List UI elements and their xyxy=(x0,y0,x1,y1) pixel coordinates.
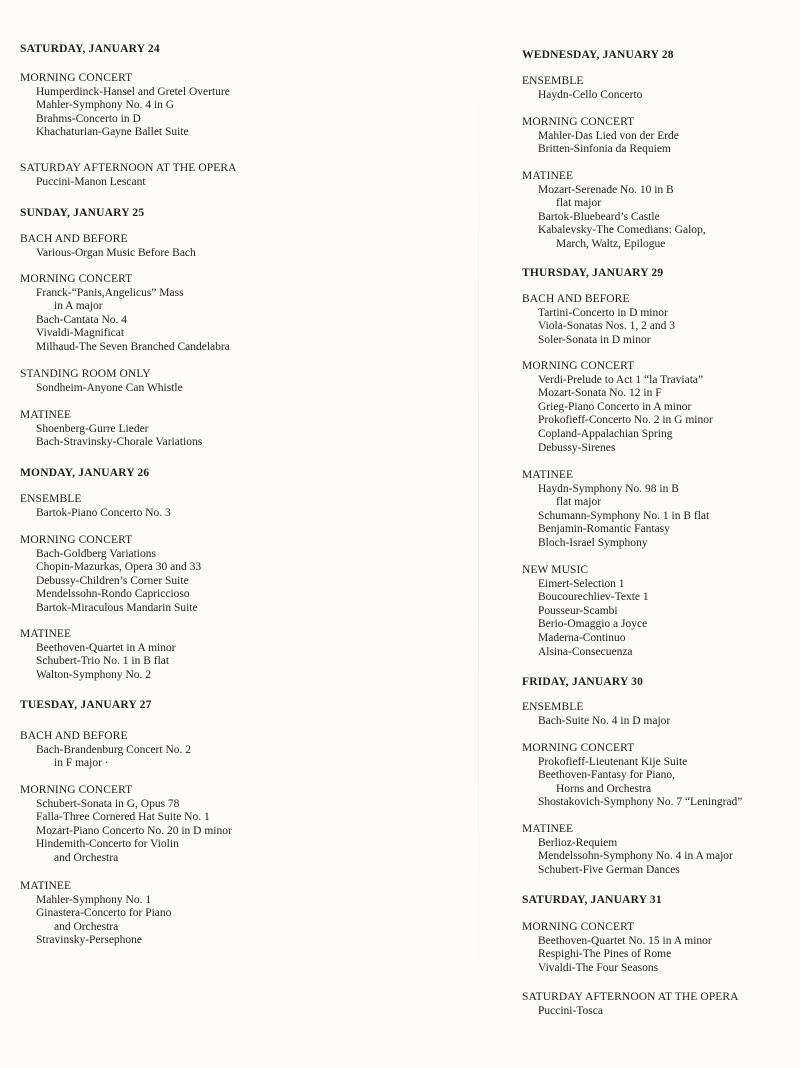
program-item: Bartok-Miraculous Mandarin Suite xyxy=(36,601,198,614)
program-item: Mendelssohn-Rondo Capriccioso xyxy=(36,588,190,601)
program-item: Debussy-Sirenes xyxy=(538,441,616,454)
program-item: Respighi-The Pines of Rome xyxy=(538,948,672,961)
program-item: Walton-Symphony No. 2 xyxy=(36,668,152,681)
section-title: BACH AND BEFORE xyxy=(20,233,128,245)
section-title: ENSEMBLE xyxy=(522,701,584,713)
program-item: flat major xyxy=(556,496,602,509)
day-header: WEDNESDAY, JANUARY 28 xyxy=(522,49,674,61)
program-item: Bartok-Piano Concerto No. 3 xyxy=(36,506,171,519)
section-title: ENSEMBLE xyxy=(522,75,584,87)
program-item: Soler-Sonata in D minor xyxy=(538,333,651,346)
program-item: Prokofieff-Concerto No. 2 in G minor xyxy=(538,414,713,427)
program-item: March, Waltz, Epilogue xyxy=(556,237,666,250)
section-title: MORNING CONCERT xyxy=(20,72,133,84)
program-section xyxy=(522,564,800,659)
program-section xyxy=(522,742,800,810)
program-section xyxy=(522,170,800,252)
program-item: Vivaldi-Magnificat xyxy=(36,327,125,340)
program-section xyxy=(522,360,800,455)
program-section xyxy=(20,628,400,682)
program-section xyxy=(20,784,400,866)
program-section xyxy=(20,72,400,140)
program-item: Mozart-Piano Concerto No. 20 in D minor xyxy=(36,824,232,837)
program-item: Beethoven-Quartet No. 15 in A minor xyxy=(538,934,712,947)
day-header: TUESDAY, JANUARY 27 xyxy=(20,699,152,711)
program-item: Milhaud-The Seven Branched Candelabra xyxy=(36,340,230,353)
program-item: Berio-Omaggio a Joyce xyxy=(538,618,648,631)
program-item: Schubert-Trio No. 1 in B flat xyxy=(36,655,170,668)
program-item: Shoenberg-Gurre Lieder xyxy=(36,422,149,435)
day-header: THURSDAY, JANUARY 29 xyxy=(522,267,664,279)
program-section xyxy=(20,273,400,355)
section-title: MORNING CONCERT xyxy=(20,784,133,796)
program-item: Brahms-Concerto in D xyxy=(36,112,141,125)
section-title: SATURDAY AFTERNOON AT THE OPERA xyxy=(20,162,237,174)
program-item: Schumann-Symphony No. 1 in B flat xyxy=(538,509,710,522)
program-section xyxy=(522,75,800,102)
program-item: Pousseur-Scambi xyxy=(538,604,618,617)
program-item: Britten-Sinfonia da Requiem xyxy=(538,143,671,156)
program-item: flat major xyxy=(556,197,602,210)
program-item: Boucourechliev-Texte 1 xyxy=(538,591,649,604)
program-section xyxy=(522,701,800,728)
program-item: Alsina-Consecuenza xyxy=(538,645,633,658)
program-item: and Orchestra xyxy=(54,920,119,933)
program-item: in A major xyxy=(54,300,103,313)
section-title: NEW MUSIC xyxy=(522,564,589,576)
program-item: Copland-Appalachian Spring xyxy=(538,427,673,440)
program-item: Tartini-Concerto in D minor xyxy=(538,306,668,319)
program-section xyxy=(522,921,800,975)
section-title: MORNING CONCERT xyxy=(20,534,133,546)
section-title: ENSEMBLE xyxy=(20,493,82,505)
program-item: Chopin-Mazurkas, Opera 30 and 33 xyxy=(36,561,202,574)
program-item: Hindemith-Concerto for Violin xyxy=(36,838,179,851)
program-item: Bach-Suite No. 4 in D major xyxy=(538,714,671,727)
section-title: MATINEE xyxy=(522,823,574,835)
program-item: Falla-Three Cornered Hat Suite No. 1 xyxy=(36,811,210,824)
program-section xyxy=(522,991,800,1018)
program-item: Mendelssohn-Symphony No. 4 in A major xyxy=(538,850,733,863)
program-section xyxy=(20,493,400,520)
program-item: Kabalevsky-The Comedians: Galop, xyxy=(538,224,706,237)
program-item: Bach-Brandenburg Concert No. 2 xyxy=(36,743,191,756)
program-item: Franck-“Panis,Angelicus” Mass xyxy=(36,286,184,299)
program-item: Bach-Cantata No. 4 xyxy=(36,313,128,326)
program-item: Debussy-Children’s Corner Suite xyxy=(36,574,189,587)
day-header: SUNDAY, JANUARY 25 xyxy=(20,207,145,219)
program-item: Ginastera-Concerto for Piano xyxy=(36,907,172,920)
section-title: MATINEE xyxy=(522,469,574,481)
program-item: Bloch-Israel Symphony xyxy=(538,536,648,549)
program-item: Mahler-Das Lied von der Erde xyxy=(538,129,679,142)
section-title: MORNING CONCERT xyxy=(522,921,635,933)
program-item: Eimert-Selection 1 xyxy=(538,577,625,590)
section-title: STANDING ROOM ONLY xyxy=(20,368,151,380)
day-header: FRIDAY, JANUARY 30 xyxy=(522,676,644,688)
program-section xyxy=(20,409,400,450)
program-section xyxy=(522,293,800,347)
section-title: MATINEE xyxy=(20,880,72,892)
program-section xyxy=(20,534,400,616)
section-title: BACH AND BEFORE xyxy=(20,730,128,742)
program-item: Various-Organ Music Before Bach xyxy=(36,246,196,259)
program-item: Shostakovich-Symphony No. 7 “Leningrad” xyxy=(538,796,743,809)
program-item: Grieg-Piano Concerto in A minor xyxy=(538,400,692,413)
program-item: Bach-Stravinsky-Chorale Variations xyxy=(36,436,203,449)
program-section xyxy=(20,233,400,260)
program-item: Sondheim-Anyone Can Whistle xyxy=(36,381,183,394)
program-item: Prokofieff-Lieutenant Kije Suite xyxy=(538,755,688,768)
program-item: Schubert-Sonata in G, Opus 78 xyxy=(36,797,180,810)
program-item: Berlioz-Requiem xyxy=(538,836,618,849)
program-item: Khachaturian-Gayne Ballet Suite xyxy=(36,126,189,139)
program-item: Mahler-Symphony No. 1 xyxy=(36,893,152,906)
program-section xyxy=(522,116,800,157)
program-item: Bartok-Bluebeard’s Castle xyxy=(538,210,660,223)
program-section xyxy=(20,368,400,395)
program-item: Stravinsky-Persephone xyxy=(36,934,143,947)
day-header: SATURDAY, JANUARY 31 xyxy=(522,894,662,906)
program-item: Horns and Orchestra xyxy=(556,782,652,795)
page-fold xyxy=(478,0,479,1068)
program-item: Bach-Goldberg Variations xyxy=(36,547,156,560)
day-header: SATURDAY, JANUARY 24 xyxy=(20,43,160,55)
section-title: BACH AND BEFORE xyxy=(522,293,630,305)
program-item: Humperdinck-Hansel and Gretel Overture xyxy=(36,85,230,98)
program-item: Maderna-Continuo xyxy=(538,631,626,644)
program-item: Haydn-Cello Concerto xyxy=(538,88,643,101)
program-section xyxy=(522,469,800,551)
program-item: Puccini-Manon Lescant xyxy=(36,175,146,188)
program-section xyxy=(20,162,400,189)
section-title: MATINEE xyxy=(522,170,574,182)
program-item: in F major · xyxy=(54,757,109,770)
program-item: Viola-Sonatas Nos. 1, 2 and 3 xyxy=(538,320,675,333)
section-title: MATINEE xyxy=(20,409,72,421)
program-section xyxy=(522,823,800,877)
program-item: Verdi-Prelude to Act 1 “la Traviata” xyxy=(538,373,704,386)
program-item: Benjamin-Romantic Fantasy xyxy=(538,523,670,536)
program-section xyxy=(20,880,400,948)
program-item: Beethoven-Fantasy for Piano, xyxy=(538,769,676,782)
program-item: Schubert-Five German Dances xyxy=(538,863,680,876)
section-title: MORNING CONCERT xyxy=(522,116,635,128)
section-title: SATURDAY AFTERNOON AT THE OPERA xyxy=(522,991,739,1003)
program-item: Haydn-Symphony No. 98 in B xyxy=(538,482,679,495)
day-header: MONDAY, JANUARY 26 xyxy=(20,467,150,479)
section-title: MORNING CONCERT xyxy=(522,360,635,372)
program-item: and Orchestra xyxy=(54,851,119,864)
program-item: Vivaldi-The Four Seasons xyxy=(538,961,659,974)
program-section xyxy=(20,730,400,771)
program-item: Mozart-Sonata No. 12 in F xyxy=(538,387,662,400)
section-title: MORNING CONCERT xyxy=(20,273,133,285)
program-item: Puccini-Tosca xyxy=(538,1004,603,1017)
program-item: Beethoven-Quartet in A minor xyxy=(36,641,176,654)
program-item: Mozart-Serenade No. 10 in B xyxy=(538,183,674,196)
program-item: Mahler-Symphony No. 4 in G xyxy=(36,99,175,112)
section-title: MORNING CONCERT xyxy=(522,742,635,754)
section-title: MATINEE xyxy=(20,628,72,640)
